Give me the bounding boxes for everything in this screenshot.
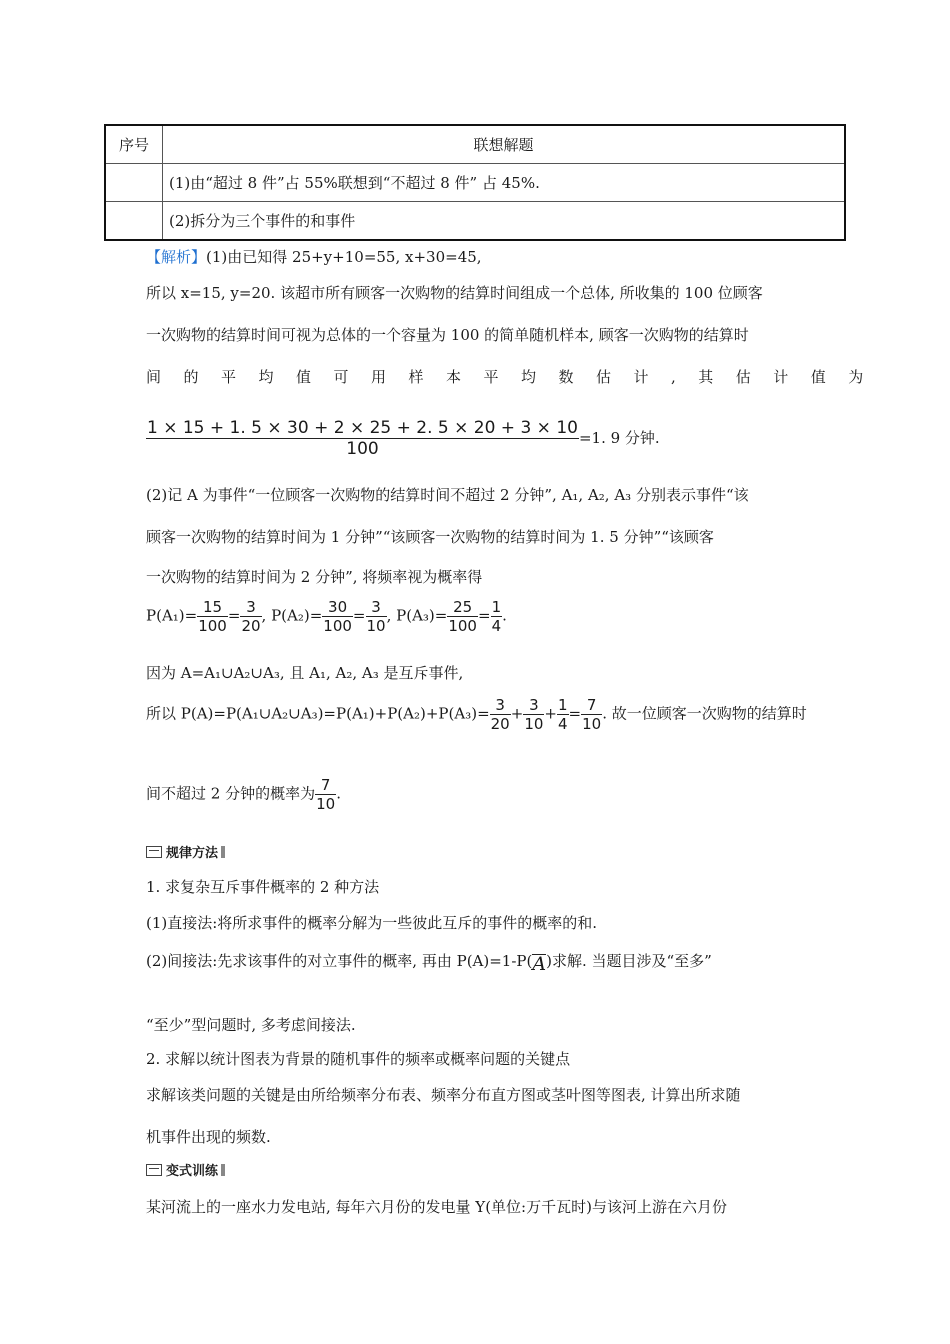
answer-line: 间不超过 2 分钟的概率为 $\frac{7}{10}$ . xyxy=(146,776,341,813)
table-cell: (2)拆分为三个事件的和事件 xyxy=(163,202,846,241)
table-header-cell: 联想解题 xyxy=(163,125,846,164)
fraction: $\frac{3}{20}$ xyxy=(241,598,261,635)
mean-denominator: 100 xyxy=(346,439,379,459)
fraction: $\frac{3}{10}$ xyxy=(366,598,386,635)
solution-line: 一次购物的结算时间可视为总体的一个容量为 100 的简单随机样本, 顾客一次购物的结算时 xyxy=(146,326,749,344)
mean-fraction xyxy=(146,418,579,459)
section-icon xyxy=(146,1164,162,1176)
method-line: 2. 求解以统计图表为背景的随机事件的频率或概率问题的关键点 xyxy=(146,1050,571,1068)
fraction: $\frac{7}{10}$ xyxy=(582,696,602,733)
mean-numerator: 1 × 15 + 1. 5 × 30 + 2 × 25 + 2. 5 × 20 + 3 × 10 xyxy=(147,418,578,438)
sum-tail: . 故一位顾客一次购物的结算时 xyxy=(602,704,807,723)
method-heading xyxy=(146,842,225,861)
mean-result: =1. 9 分钟. xyxy=(578,429,660,447)
solution-text: (1)由已知得 25+y+10=55, x+30=45, xyxy=(206,248,482,266)
solution-line: 因为 A=A₁∪A₂∪A₃, 且 A₁, A₂, A₃ 是互斥事件, xyxy=(146,664,464,682)
probability-line: P(A₁)= $\frac{15}{100}$ = $\frac{3}{20}$ , P(A₂)= $\frac{30}{100}$ = $\frac{3}{10}$ , P(A₃)= $\frac{25}{100}$ = $\frac{1}{4}$ . xyxy=(146,598,507,635)
solution-line: 间的平均值可用样本平均数估计,其估计值为 xyxy=(146,368,886,386)
table-cell: (1)由“超过 8 件”占 55%联想到“不超过 8 件” 占 45%. xyxy=(163,164,846,202)
solution-line: 所以 x=15, y=20. 该超市所有顾客一次购物的结算时间组成一个总体, 所收集的 100 位顾客 xyxy=(146,284,763,302)
table-row xyxy=(105,202,845,241)
table-cell xyxy=(105,164,163,202)
fraction: $\frac{1}{4}$ xyxy=(557,696,568,733)
answer-text: 间不超过 2 分钟的概率为 xyxy=(146,784,316,803)
fraction: $\frac{15}{100}$ xyxy=(198,598,227,635)
method-title: 规律方法 xyxy=(166,846,219,861)
complement-a: A xyxy=(532,953,547,975)
sum-text: 所以 P(A)=P(A₁∪A₂∪A₃)=P(A₁)+P(A₂)+P(A₃)= xyxy=(146,704,490,723)
practice-title: 变式训练 xyxy=(166,1164,219,1179)
fraction: $\frac{25}{100}$ xyxy=(448,598,477,635)
section-bar xyxy=(221,1164,225,1176)
method-line: (2)间接法:先求该事件的对立事件的概率, 再由 P(A)=1-P(A)求解. 当题目涉及“至多” xyxy=(146,952,712,975)
method-line: 求解该类问题的关键是由所给频率分布表、频率分布直方图或茎叶图等图表, 计算出所求随 xyxy=(146,1086,741,1104)
fraction: $\frac{3}{10}$ xyxy=(524,696,544,733)
practice-heading xyxy=(146,1160,225,1179)
fraction: $\frac{1}{4}$ xyxy=(491,598,502,635)
prob-label: P(A₁)= xyxy=(146,606,198,625)
mean-formula xyxy=(146,418,660,459)
fraction: $\frac{7}{10}$ xyxy=(316,776,336,813)
solution-line: 顾客一次购物的结算时间为 1 分钟”“该顾客一次购物的结算时间为 1. 5 分钟”“该顾客 xyxy=(146,528,714,546)
solution-line: 一次购物的结算时间为 2 分钟”, 将频率视为概率得 xyxy=(146,568,483,586)
fraction: $\frac{30}{100}$ xyxy=(323,598,352,635)
section-icon xyxy=(146,846,162,858)
solution-tag: 【解析】 xyxy=(146,248,207,266)
table-row xyxy=(105,164,845,202)
method-line: (1)直接法:将所求事件的概率分解为一些彼此互斥的事件的概率的和. xyxy=(146,914,598,932)
table-header-row xyxy=(105,125,845,164)
sum-line: 所以 P(A)=P(A₁∪A₂∪A₃)=P(A₁)+P(A₂)+P(A₃)= $\frac{3}{20}$ + $\frac{3}{10}$ + $\frac{1}{4}$ = $\frac{7}{10}$ . 故一位顾客一次购物的结算时 xyxy=(146,696,807,733)
method-line: 1. 求复杂互斥事件概率的 2 种方法 xyxy=(146,878,380,896)
table-cell xyxy=(105,202,163,241)
solution-line xyxy=(146,246,482,267)
section-bar xyxy=(221,846,225,858)
method-line: “至少”型问题时, 多考虑间接法. xyxy=(146,1016,356,1034)
method-line: 机事件出现的频数. xyxy=(146,1128,271,1146)
solution-line: (2)记 A 为事件“一位顾客一次购物的结算时间不超过 2 分钟”, A₁, A₂, A₃ 分别表示事件“该 xyxy=(146,486,749,504)
prob-label: , P(A₃)= xyxy=(386,606,448,625)
prob-label: , P(A₂)= xyxy=(261,606,323,625)
solution-table xyxy=(104,124,846,241)
table-header-cell: 序号 xyxy=(105,125,163,164)
fraction: $\frac{3}{20}$ xyxy=(490,696,510,733)
practice-line: 某河流上的一座水力发电站, 每年六月份的发电量 Y(单位:万千瓦时)与该河上游在六月份 xyxy=(146,1198,727,1216)
